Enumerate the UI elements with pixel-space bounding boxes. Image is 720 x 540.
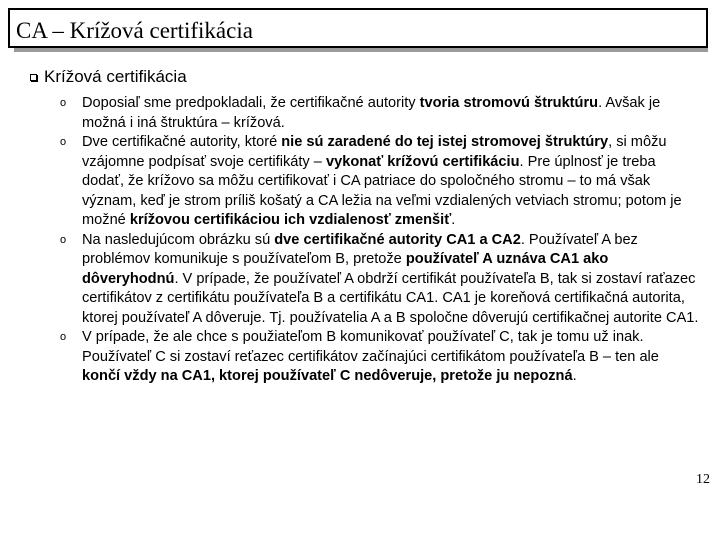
text-segment: . Pre úplnosť je treba dodať, že krížovo sa môžu certifikovať i CA patriace do spoločného stromu – to má však význam, keď je strom príliš košatý a CA ležia na veľmi vzdialených vetviach stromu; potom je možné xyxy=(82,153,682,228)
list-item-text xyxy=(82,133,700,231)
square-bullet-icon xyxy=(30,74,37,81)
slide-title: CA – Krížová certifikácia xyxy=(16,18,253,43)
list-item xyxy=(60,133,700,231)
text-segment: . Avšak je možná i iná štruktúra – krížová. xyxy=(82,95,661,131)
circle-bullet-icon: o xyxy=(60,97,67,109)
text-segment-bold: končí vždy na CA1, ktorej používateľ C nedôveruje, pretože ju nepozná xyxy=(82,368,573,384)
title-box xyxy=(8,8,708,48)
list-item xyxy=(60,328,700,387)
list-item xyxy=(60,231,700,329)
text-segment-bold: vykonať krížovú certifikáciu xyxy=(325,153,520,170)
text-segment-bold: nie sú zaradené do tej istej stromovej štruktúry xyxy=(281,134,609,150)
text-segment-bold: tvoria stromovú štruktúru xyxy=(419,95,599,111)
circle-bullet-icon: o xyxy=(60,136,67,148)
circle-bullet-icon: o xyxy=(60,331,67,343)
list-item-text xyxy=(82,328,700,387)
text-segment-bold: krížovou certifikáciou ich vzdialenosť zmenšiť xyxy=(129,212,452,228)
title-shadow xyxy=(14,48,708,52)
text-segment-bold: používateľ A uznáva CA1 ako dôveryhodnú xyxy=(82,251,609,287)
text-segment: Doposiaľ sme predpokladali, že certifikačné autority xyxy=(82,95,420,111)
bullet-list xyxy=(60,94,700,387)
text-segment: Na nasledujúcom obrázku sú xyxy=(82,231,275,248)
text-segment: . xyxy=(572,368,577,384)
list-item-text xyxy=(82,94,700,133)
text-segment: . V prípade, že používateľ A obdrží certifikát používateľa B, tak si zostaví raťazec certifikátov z certifikátu používateľa B a certifikátu CA1. CA1 je koreňová certifikačná autorita, ktorej používateľ A dôveruje. Tj. používatelia A a B spoločne dôverujú certifikačnej autorite CA1. xyxy=(82,270,699,326)
list-item-text xyxy=(82,231,700,329)
section-heading: Krížová certifikácia xyxy=(44,67,187,86)
page-number: 12 xyxy=(696,472,710,487)
list-item xyxy=(60,94,700,133)
text-segment-bold: dve certifikačné autority CA1 a CA2 xyxy=(274,231,521,248)
circle-bullet-icon: o xyxy=(60,233,67,246)
text-segment: . xyxy=(451,212,456,228)
text-segment: Dve certifikačné autority, ktoré xyxy=(82,134,282,150)
text-segment: V prípade, že ale chce s použiateľom B komunikovať používateľ C, tak je tomu už inak. Používateľ C si zostaví reťazec certifikátov začínajúci certifikátom používateľa B – ten ale xyxy=(82,329,659,365)
text-segment: . Používateľ A bez problémov komunikuje s používateľom B, pretože xyxy=(82,231,638,267)
text-segment: , si môžu vzájomne podpísať svoje certifikáty – xyxy=(82,134,667,170)
